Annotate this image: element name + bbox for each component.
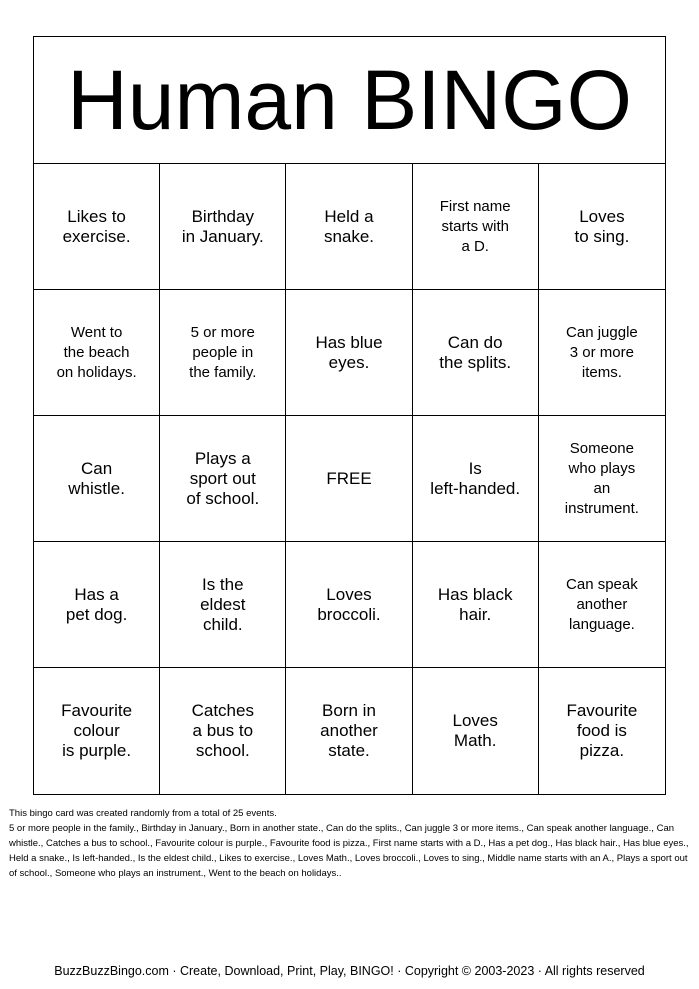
bingo-cell: Has blue eyes. bbox=[286, 290, 412, 416]
bingo-cell: Has black hair. bbox=[413, 542, 539, 668]
bingo-cell: Can do the splits. bbox=[413, 290, 539, 416]
bingo-cell: Plays a sport out of school. bbox=[160, 416, 286, 542]
card-notes bbox=[9, 806, 689, 881]
bingo-card bbox=[33, 36, 666, 795]
bingo-cell: Went to the beach on holidays. bbox=[34, 290, 160, 416]
bingo-cell: Can juggle 3 or more items. bbox=[539, 290, 665, 416]
bingo-cell: Loves Math. bbox=[413, 668, 539, 794]
bingo-cell: Catches a bus to school. bbox=[160, 668, 286, 794]
bingo-cell-free: FREE bbox=[286, 416, 412, 542]
bingo-cell: Loves broccoli. bbox=[286, 542, 412, 668]
notes-event-list: 5 or more people in the family., Birthday in January., Born in another state., Can do the splits., Can juggle 3 or more items., Can speak another language., Can whistle., Catches a bus to school., Favourite colour is purple., Favourite food is pizza., First name starts with a D., Has a pet dog., Has black hair., Has blue eyes., Held a snake., Is left-handed., Is the eldest child., Likes to exercise., Loves Math., Loves broccoli., Loves to sing., Middle name starts with an A., Plays a sport out of school., Someone who plays an instrument., Went to the beach on holidays.. bbox=[9, 823, 689, 879]
bingo-cell: Favourite food is pizza. bbox=[566, 701, 638, 760]
bingo-cell: Someone who plays an instrument. bbox=[539, 416, 665, 542]
bingo-cell: Favourite colour is purple. bbox=[34, 668, 160, 794]
bingo-cell: Born in another state. bbox=[286, 668, 412, 794]
bingo-cell: Birthday in January. bbox=[160, 164, 286, 290]
bingo-grid bbox=[34, 164, 665, 794]
notes-summary: This bingo card was created randomly from a total of 25 events. bbox=[9, 808, 277, 819]
bingo-cell: Can speak another language. bbox=[539, 542, 665, 668]
bingo-cell: Held a snake. bbox=[286, 164, 412, 290]
card-title: Human BINGO bbox=[34, 37, 665, 164]
bingo-cell: Has a pet dog. bbox=[34, 542, 160, 668]
bingo-cell: First name starts with a D. bbox=[413, 164, 539, 290]
bingo-cell: Likes to exercise. bbox=[34, 164, 160, 290]
bingo-cell: 5 or more people in the family. bbox=[160, 290, 286, 416]
bingo-cell: Loves to sing. bbox=[539, 164, 665, 290]
bingo-cell: Can whistle. bbox=[34, 416, 160, 542]
bingo-cell: Is left-handed. bbox=[413, 416, 539, 542]
bingo-cell: Is the eldest child. bbox=[160, 542, 286, 668]
page-footer: BuzzBuzzBingo.com · Create, Download, Print, Play, BINGO! · Copyright © 2003-2023 · All rights reserved bbox=[54, 964, 645, 978]
